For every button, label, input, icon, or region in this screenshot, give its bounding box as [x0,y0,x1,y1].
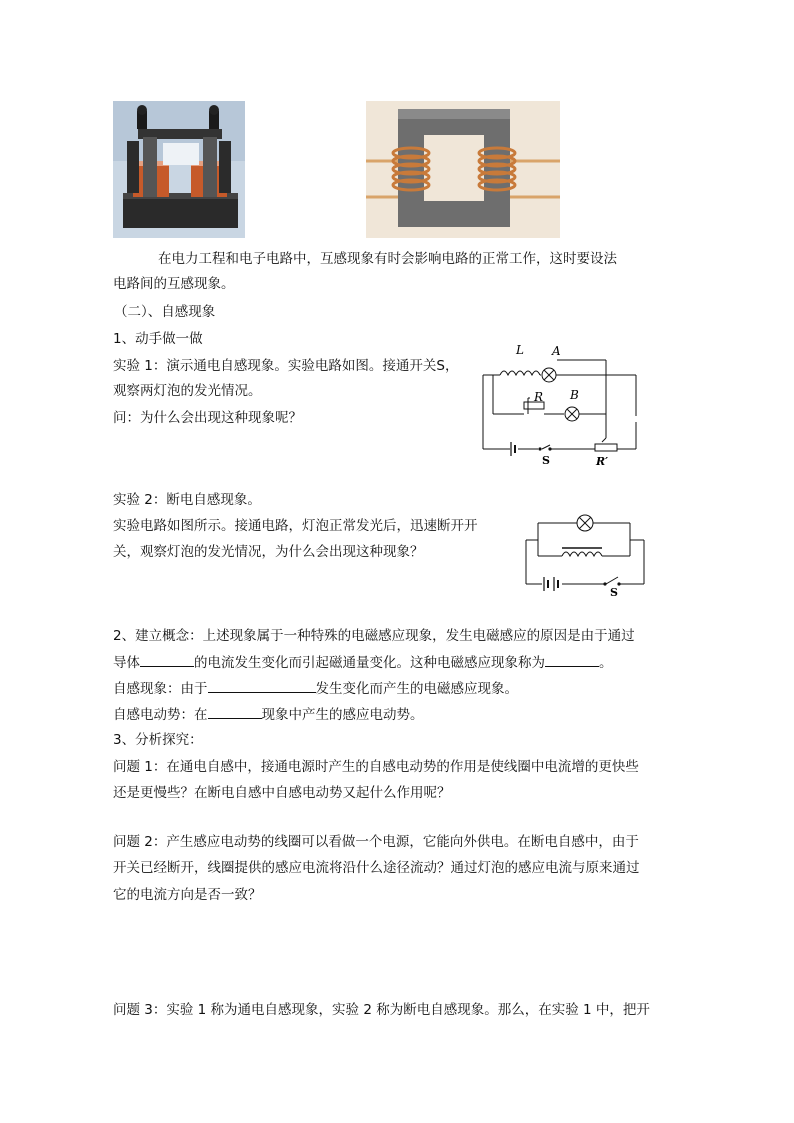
label-R-prime: R′ [596,455,609,468]
intro-line-1: 在电力工程和电子电路中，互感现象有时会影响电路的正常工作，这时要设法 [158,251,617,267]
q3-line-1: 问题 3：实验 1 称为通电自感现象，实验 2 称为断电自感现象。那么，在实验 1 中，把开 [113,1002,650,1018]
exp1-question: 问：为什么会出现这种现象呢？ [113,410,302,426]
blank-conductor[interactable] [140,653,194,667]
exp2-line-2: 关，观察灯泡的发光情况，为什么会出现这种现象？ [113,544,424,560]
label-S-2: S [610,586,618,598]
label-S: S [542,454,550,467]
item-1-title: 1、动手做一做 [113,331,203,347]
exp2-title: 实验 2：断电自感现象。 [113,492,261,508]
q1-line-2: 还是更慢些？在断电自感中自感电动势又起什么作用呢？ [113,785,451,801]
def2-b: 现象中产生的感应电动势。 [261,707,424,723]
q2-line-2: 开关已经断开，线圈提供的感应电流将沿什么途径流动？通过灯泡的感应电流与原来通过 [113,860,640,876]
label-B: B [570,388,579,402]
def2-a: 自感电动势：在 [113,707,208,723]
q2-line-3: 它的电流方向是否一致？ [113,887,262,903]
blank-cause[interactable] [208,679,316,693]
definition-self-emf [113,705,424,724]
exp1-line-1: 实验 1：演示通电自感现象。实验电路如图。接通开关S， [113,358,459,374]
label-R: R [534,390,544,404]
circuit-diagram-2 [518,508,650,598]
concept-line-2-c: 。 [599,655,613,671]
label-L: L [516,343,524,357]
def1-b: 发生变化而产生的电磁感应现象。 [315,681,518,697]
circuit-diagram-1 [478,338,648,468]
label-A: A [552,344,561,358]
blank-phenomenon-name[interactable] [545,653,599,667]
q2-line-1: 问题 2：产生感应电动势的线圈可以看做一个电源，它能向外供电。在断电自感中，由于 [113,834,639,850]
definition-self-induction [113,679,518,698]
transformer-coils-photo [366,101,560,238]
blank-emf-phenomenon[interactable] [208,705,262,719]
item-3-title: 3、分析探究： [113,732,203,748]
concept-line-2-b: 的电流发生变化而引起磁通量变化。这种电磁感应现象称为 [194,655,545,671]
def1-a: 自感现象：由于 [113,681,208,697]
intro-line-2: 电路间的互感现象。 [113,276,235,292]
concept-line-2 [113,653,613,672]
exp2-line-1: 实验电路如图所示。接通电路，灯泡正常发光后，迅速断开开 [113,518,478,534]
exp1-line-2: 观察两灯泡的发光情况。 [113,383,262,399]
concept-line-1: 2、建立概念：上述现象属于一种特殊的电磁感应现象，发生电磁感应的原因是由于通过 [113,628,635,644]
concept-line-2-a: 导体 [113,655,140,671]
section-heading: （二）、自感现象 [114,304,216,320]
q1-line-1: 问题 1：在通电自感中，接通电源时产生的自感电动势的作用是使线圈中电流增的更快些 [113,759,639,775]
mutual-inductance-apparatus-photo [113,101,245,238]
